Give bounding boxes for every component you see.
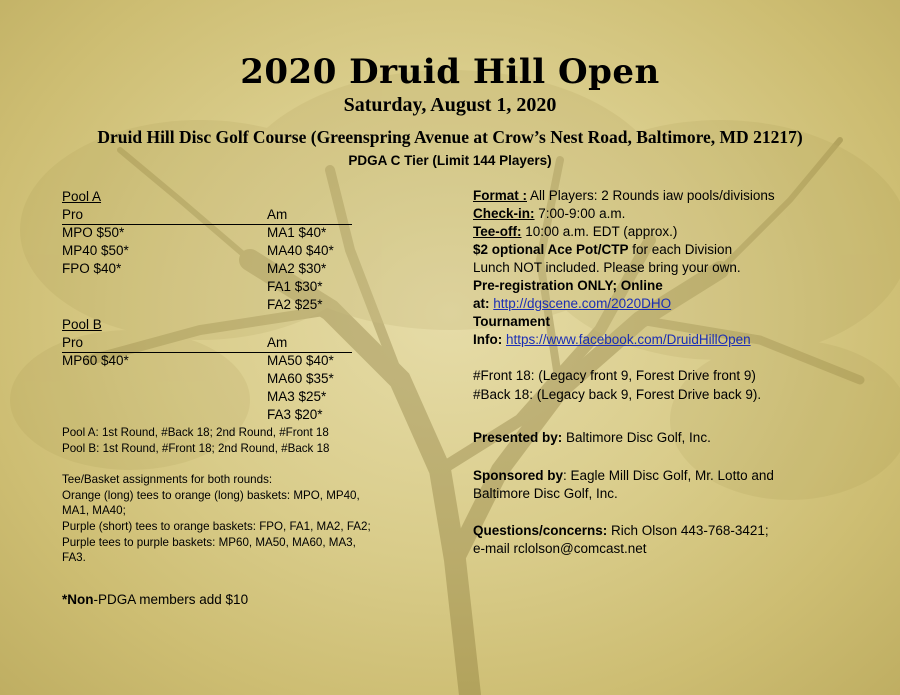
event-date: Saturday, August 1, 2020 <box>343 94 557 116</box>
division-am: FA1 $30* <box>267 279 323 294</box>
questions-line <box>473 522 769 540</box>
pool-b-pro-header: Pro <box>62 335 84 350</box>
pool-a-am-header: Am <box>267 207 288 222</box>
pool-a-row <box>62 278 323 296</box>
tournament-label: Tournament <box>473 314 550 329</box>
pool-b-row <box>62 388 326 406</box>
page-title: 2020 Druid Hill Open <box>240 52 660 92</box>
division-pro: MP60 $40* <box>62 353 129 368</box>
pool-a-label: Pool A <box>62 189 102 204</box>
format-line <box>473 187 775 205</box>
sponsored-label: Sponsored by <box>473 468 564 483</box>
tee-line: MA1, MA40; <box>62 504 126 517</box>
pool-a-header <box>62 206 352 225</box>
tournament-info-label: Info: <box>473 332 506 347</box>
non-pdga-note <box>62 591 248 609</box>
presented-value: Baltimore Disc Golf, Inc. <box>562 430 711 445</box>
tee-line: Purple (short) tees to orange baskets: FPO, FA1, MA2, FA2; <box>62 520 371 533</box>
sponsored-line-2: Baltimore Disc Golf, Inc. <box>473 486 618 501</box>
non-pdga-bold: *Non <box>62 592 94 607</box>
pool-b-am-header: Am <box>267 335 288 350</box>
checkin-label: Check-in: <box>473 206 535 221</box>
division-am: FA3 $20* <box>267 407 323 422</box>
division-am: MA2 $30* <box>267 261 327 276</box>
pool-a-rounds: Pool A: 1st Round, #Back 18; 2nd Round, #Front 18 <box>62 426 329 439</box>
division-am: MA1 $40* <box>267 225 327 240</box>
teeoff-line <box>473 223 677 241</box>
email-contact: e-mail rclolson@comcast.net <box>473 541 647 556</box>
acepot-rest: for each Division <box>628 242 733 257</box>
division-am: MA60 $35* <box>267 371 334 386</box>
sponsored-line <box>473 467 774 485</box>
non-pdga-rest: -PDGA members add $10 <box>93 592 249 607</box>
prereg-at-label: at: <box>473 296 494 311</box>
teeoff-value: 10:00 a.m. EDT (approx.) <box>521 224 678 239</box>
questions-value: Rich Olson 443-768-3421; <box>607 523 769 538</box>
division-am: MA50 $40* <box>267 353 334 368</box>
pool-a-pro-header: Pro <box>62 207 84 222</box>
pool-b-rounds: Pool B: 1st Round, #Front 18; 2nd Round, #Back 18 <box>62 442 330 455</box>
checkin-value: 7:00-9:00 a.m. <box>534 206 626 221</box>
tee-heading: Tee/Basket assignments for both rounds: <box>62 473 273 486</box>
checkin-line <box>473 205 625 223</box>
pool-b-label: Pool B <box>62 317 102 332</box>
division-pro: FPO $40* <box>62 261 122 276</box>
pool-a-row <box>62 224 326 242</box>
front18-note: #Front 18: (Legacy front 9, Forest Drive front 9) <box>473 368 756 383</box>
tee-line: FA3. <box>62 551 86 564</box>
division-am: MA40 $40* <box>267 243 334 258</box>
tee-line: Orange (long) tees to orange (long) baskets: MPO, MP40, <box>62 489 360 502</box>
presented-label: Presented by: <box>473 430 563 445</box>
tournament-info-line <box>473 331 751 349</box>
pool-b-row <box>62 370 334 388</box>
division-pro: MP40 $50* <box>62 243 129 258</box>
pool-b-header <box>62 334 352 353</box>
facebook-link[interactable]: https://www.facebook.com/DruidHillOpen <box>506 332 751 347</box>
division-am: MA3 $25* <box>267 389 327 404</box>
format-label: Format : <box>473 188 527 203</box>
pool-a-row <box>62 242 334 260</box>
sponsored-value: : Eagle Mill Disc Golf, Mr. Lotto and <box>563 468 774 483</box>
prereg-link-line <box>473 295 671 313</box>
division-pro: MPO $50* <box>62 225 125 240</box>
tee-line: Purple tees to purple baskets: MP60, MA50, MA60, MA3, <box>62 536 356 549</box>
questions-label: Questions/concerns: <box>473 523 608 538</box>
pool-a-row <box>62 260 326 278</box>
teeoff-label: Tee-off: <box>473 224 522 239</box>
division-am: FA2 $25* <box>267 297 323 312</box>
course-location: Druid Hill Disc Golf Course (Greenspring Avenue at Crow’s Nest Road, Baltimore, MD 21217) <box>97 127 803 147</box>
presented-line <box>473 429 711 447</box>
pool-a-row <box>62 296 323 314</box>
back18-note: #Back 18: (Legacy back 9, Forest Drive back 9). <box>473 387 762 402</box>
acepot-line <box>473 241 732 259</box>
lunch-note: Lunch NOT included. Please bring your own. <box>473 260 741 275</box>
pool-b-row <box>62 352 334 370</box>
prereg-note: Pre-registration ONLY; Online <box>473 278 663 293</box>
format-value: All Players: 2 Rounds iaw pools/divisions <box>527 188 775 203</box>
pool-b-row <box>62 406 323 424</box>
prereg-link[interactable]: http://dgscene.com/2020DHO <box>493 296 672 311</box>
tier-info: PDGA C Tier (Limit 144 Players) <box>348 153 552 168</box>
acepot-bold: $2 optional Ace Pot/CTP <box>473 242 629 257</box>
